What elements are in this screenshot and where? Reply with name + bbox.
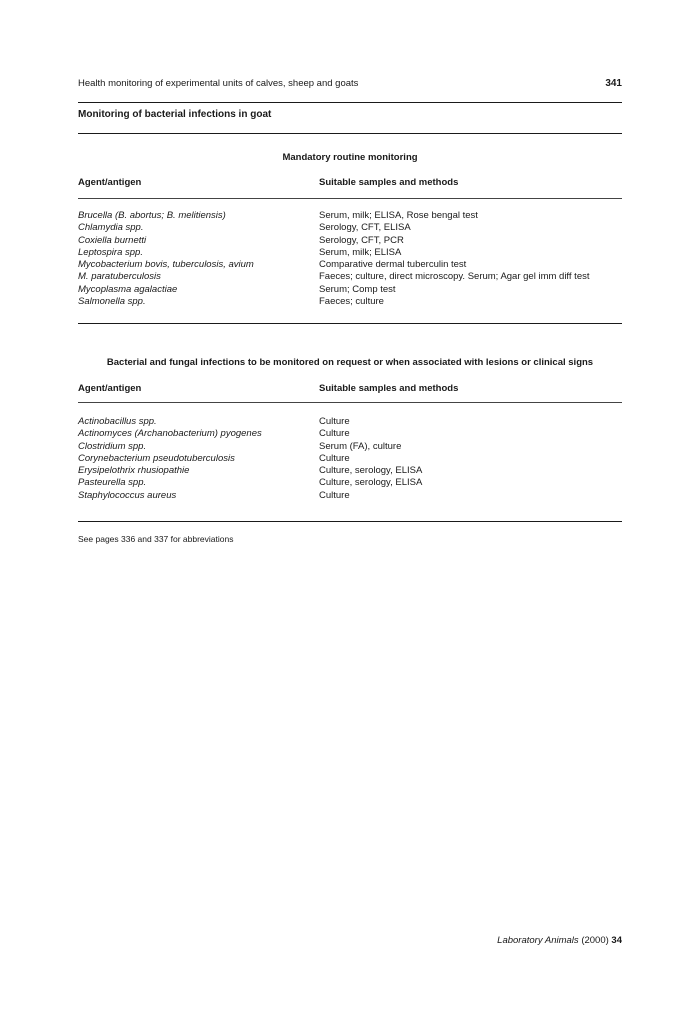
table-row <box>78 490 622 502</box>
method-cell: Culture <box>319 452 350 464</box>
method-cell: Culture, serology, ELISA <box>319 477 423 489</box>
table2-col-agent: Agent/antigen <box>78 383 142 394</box>
document-page <box>78 0 622 1025</box>
table2-body <box>78 416 622 502</box>
table-row <box>78 271 622 283</box>
method-cell: Serum (FA), culture <box>319 440 402 452</box>
journal-citation <box>497 935 622 946</box>
table1-bottom-rule <box>78 323 622 324</box>
table-row <box>78 465 622 477</box>
abbreviations-footnote: See pages 336 and 337 for abbreviations <box>78 534 234 544</box>
table1-caption: Mandatory routine monitoring <box>282 152 418 163</box>
agent-cell: Coxiella burnetti <box>78 234 147 246</box>
agent-cell: Mycobacterium bovis, tuberculosis, avium <box>78 259 254 271</box>
agent-cell: Salmonella spp. <box>78 296 146 308</box>
method-cell: Culture <box>319 489 350 501</box>
agent-cell: Brucella (B. abortus; B. melitiensis) <box>78 210 226 221</box>
table-row <box>78 235 622 247</box>
method-cell: Serology, CFT, PCR <box>319 234 404 246</box>
agent-cell: Leptospira spp. <box>78 246 143 258</box>
agent-cell: Corynebacterium pseudotuberculosis <box>78 452 235 464</box>
table-row <box>78 441 622 453</box>
method-cell: Culture, serology, ELISA <box>319 465 423 477</box>
agent-cell: Clostridium spp. <box>78 440 147 452</box>
agent-cell: Staphylococcus aureus <box>78 489 177 501</box>
table-row <box>78 247 622 259</box>
running-head-title: Health monitoring of experimental units of calves, sheep and goats <box>78 78 359 89</box>
table2-col-method: Suitable samples and methods <box>319 383 459 394</box>
table-row <box>78 416 622 428</box>
table-row <box>78 296 622 308</box>
agent-cell: M. paratuberculosis <box>78 271 161 283</box>
method-cell: Serum, milk; ELISA <box>319 246 402 258</box>
table2-header-rule <box>78 402 622 403</box>
method-cell: Culture <box>319 428 350 440</box>
table1-col-method: Suitable samples and methods <box>319 177 459 188</box>
table1-col-agent: Agent/antigen <box>78 177 142 188</box>
table-row <box>78 259 622 271</box>
section-title: Monitoring of bacterial infections in goat <box>78 109 272 120</box>
agent-cell: Actinobacillus spp. <box>78 416 157 427</box>
table-row <box>78 222 622 234</box>
agent-cell: Erysipelothrix rhusiopathie <box>78 465 190 477</box>
method-cell: Comparative dermal tuberculin test <box>319 259 467 271</box>
method-cell: Serum; Comp test <box>319 283 396 295</box>
agent-cell: Mycoplasma agalactiae <box>78 283 178 295</box>
table1-body <box>78 210 622 308</box>
journal-volume: 34 <box>611 935 622 946</box>
agent-cell: Actinomyces (Archanobacterium) pyogenes <box>78 428 262 440</box>
journal-name: Laboratory Animals <box>497 935 579 946</box>
agent-cell: Chlamydia spp. <box>78 222 144 234</box>
agent-cell: Pasteurella spp. <box>78 477 147 489</box>
table-row <box>78 284 622 296</box>
method-cell: Faeces; culture <box>319 296 384 308</box>
page-number: 341 <box>605 78 622 89</box>
table2-bottom-rule <box>78 521 622 522</box>
method-cell: Faeces; culture, direct microscopy. Serum; Agar gel imm diff test <box>319 271 590 283</box>
running-head <box>78 78 622 92</box>
journal-year: (2000) <box>581 935 609 946</box>
header-rule <box>78 102 622 103</box>
section-rule <box>78 133 622 134</box>
table-row <box>78 453 622 465</box>
table-row <box>78 210 622 222</box>
table2-caption: Bacterial and fungal infections to be monitored on request or when associated with lesions or clinical signs <box>106 357 594 368</box>
method-cell: Culture <box>319 416 350 427</box>
table-row <box>78 428 622 440</box>
table-row <box>78 477 622 489</box>
method-cell: Serology, CFT, ELISA <box>319 222 411 234</box>
method-cell: Serum, milk; ELISA, Rose bengal test <box>319 210 478 221</box>
table1-header-rule <box>78 198 622 199</box>
